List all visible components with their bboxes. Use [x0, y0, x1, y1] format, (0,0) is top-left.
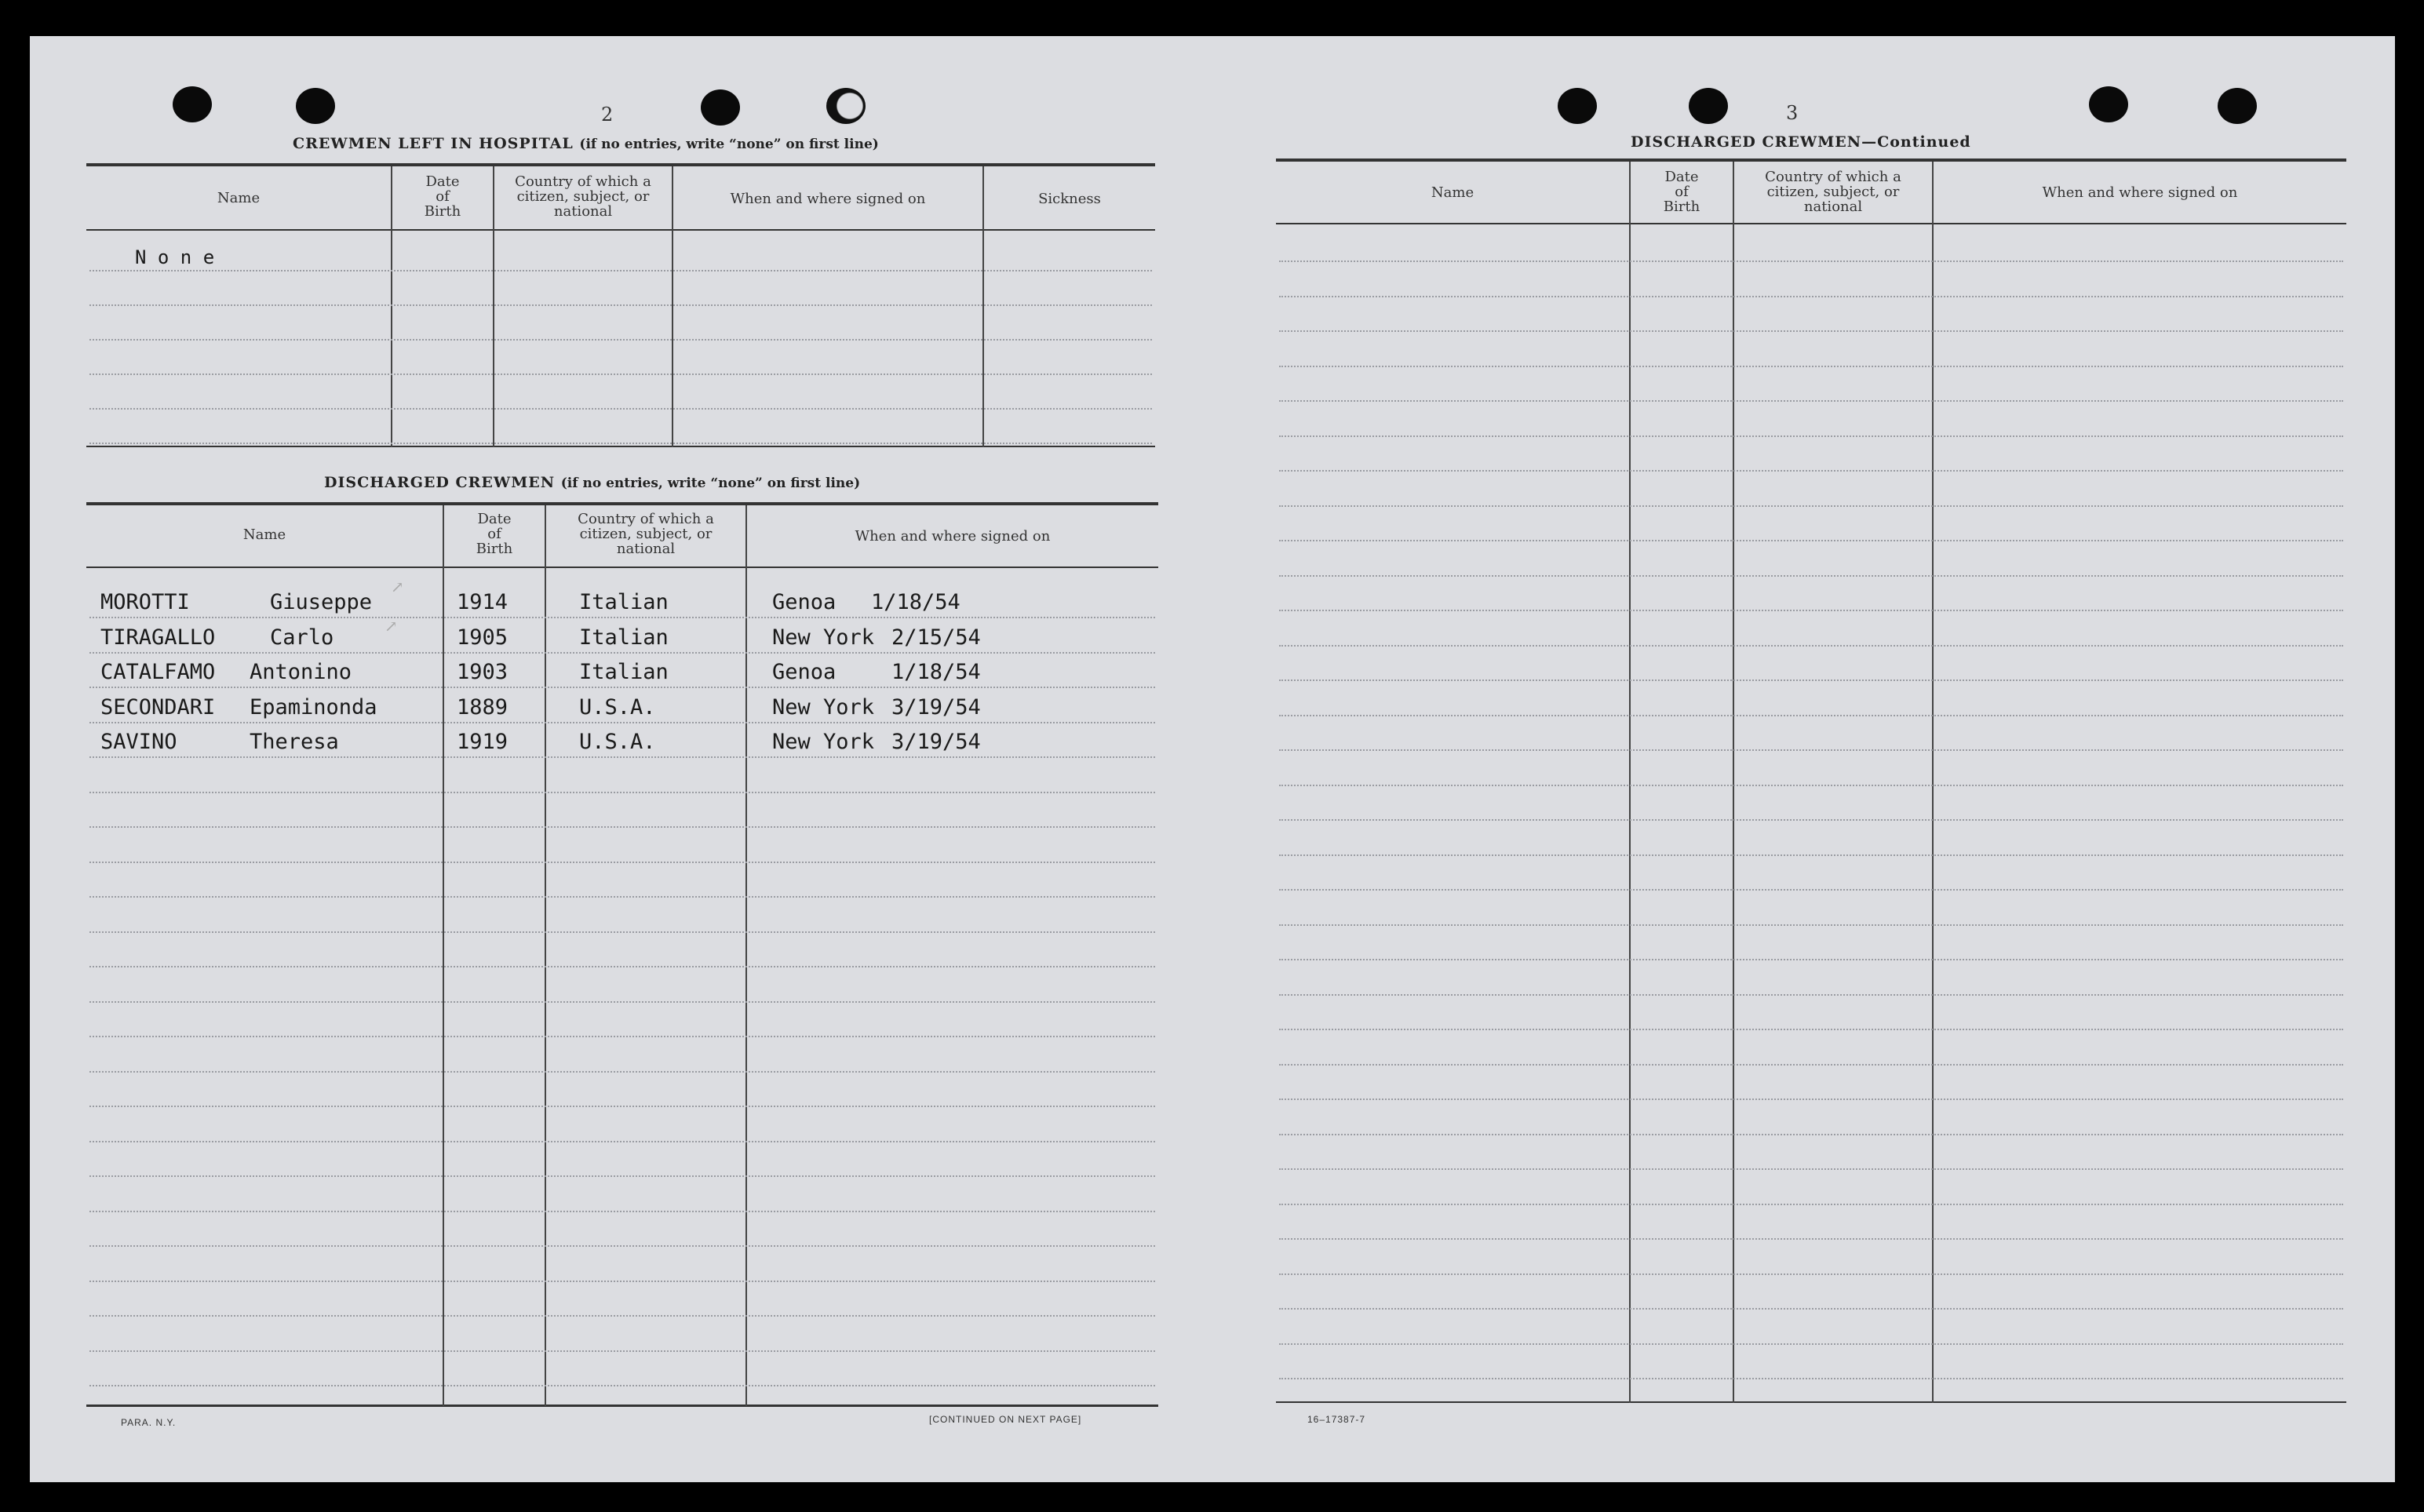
ruled-line [89, 687, 1155, 688]
crew-given-name: Theresa [250, 730, 339, 754]
ruled-line [1279, 1098, 2343, 1100]
ruled-line [1279, 889, 2343, 891]
punch-hole [826, 88, 866, 124]
crew-signed-place: Genoa [772, 590, 837, 614]
hospital-entry-none: N o n e [135, 246, 215, 268]
crew-given-name: Carlo [270, 625, 334, 650]
page-number-left: 2 [601, 104, 614, 126]
ruled-line [1279, 435, 2343, 437]
ruled-line [1279, 819, 2343, 821]
right-col-name: Name [1431, 184, 1474, 201]
ruled-line [89, 722, 1155, 723]
hospital-col-name: Name [217, 190, 261, 206]
ruled-line [89, 1350, 1155, 1352]
ruled-line [89, 1281, 1155, 1282]
ruled-line [89, 373, 1152, 375]
ruled-line [89, 1175, 1155, 1177]
ruled-line [1279, 261, 2343, 262]
crew-signed-date: 3/19/54 [891, 694, 981, 720]
hospital-title-text: CREWMEN LEFT IN HOSPITAL [293, 135, 574, 152]
ruled-line [89, 1036, 1155, 1037]
discharged-col-country: Country of which a citizen, subject, or national [578, 511, 714, 557]
right-section-title: DISCHARGED CREWMEN—Continued [1631, 133, 1971, 151]
hospital-col-divider [493, 166, 494, 447]
ruled-line [89, 1071, 1155, 1073]
crew-surname: SECONDARI [100, 694, 216, 720]
discharged-title-note: (if no entries, write “none” on first line) [560, 475, 861, 491]
ruled-line [89, 931, 1155, 933]
crew-birth-year: 1903 [457, 660, 508, 684]
hospital-section-title [293, 135, 879, 152]
crew-signed-place: New York [772, 694, 875, 720]
crew-signed-place: New York [772, 730, 875, 754]
discharged-header-rule [86, 567, 1158, 568]
ruled-line [1279, 296, 2343, 297]
hospital-title-note: (if no entries, write “none” on first line) [579, 137, 879, 152]
ruled-line [89, 408, 1152, 410]
ruled-line [89, 1245, 1155, 1247]
discharged-col-divider [545, 505, 546, 1406]
punch-hole [1558, 88, 1597, 124]
right-col-birth: Date of Birth [1663, 169, 1700, 215]
hospital-bottom-rule [86, 446, 1155, 447]
discharged-col-divider [745, 505, 747, 1406]
ruled-line [89, 304, 1152, 306]
hospital-top-rule [86, 163, 1155, 166]
footer-continued-note: [CONTINUED ON NEXT PAGE] [929, 1414, 1082, 1425]
ruled-line [89, 617, 1155, 618]
punch-hole [2218, 88, 2257, 124]
ruled-line [1279, 785, 2343, 786]
ruled-line [1279, 540, 2343, 541]
discharged-col-birth: Date of Birth [476, 511, 513, 557]
ruled-line [89, 966, 1155, 967]
hospital-col-divider [982, 166, 984, 447]
crew-country: Italian [579, 660, 669, 684]
hospital-col-birth: Date of Birth [424, 173, 461, 220]
hospital-col-signed: When and where signed on [730, 191, 926, 207]
hospital-col-divider [391, 166, 392, 447]
ruled-line [1279, 470, 2343, 472]
ruled-line [1279, 1238, 2343, 1240]
ruled-line [1279, 400, 2343, 402]
ruled-line [1279, 1029, 2343, 1030]
discharged-bottom-rule [86, 1405, 1158, 1407]
ruled-line [1279, 1308, 2343, 1310]
right-col-signed: When and where signed on [2042, 184, 2238, 201]
ruled-line [1279, 679, 2343, 681]
ruled-line [1279, 1378, 2343, 1379]
punch-hole [701, 89, 740, 126]
discharged-title-text: DISCHARGED CREWMEN [324, 474, 556, 491]
ruled-line [89, 1106, 1155, 1107]
crew-given-name: Giuseppe [270, 590, 373, 614]
crew-signed-place: New York [772, 625, 875, 650]
ruled-line [1279, 924, 2343, 926]
right-col-country: Country of which a citizen, subject, or national [1765, 169, 1901, 215]
ruled-line [89, 862, 1155, 863]
right-bottom-rule [1276, 1401, 2346, 1403]
ruled-line [89, 443, 1152, 444]
punch-hole [296, 88, 335, 124]
crew-signed-date: 1/18/54 [871, 590, 960, 614]
right-col-divider [1932, 162, 1934, 1403]
punch-hole [2089, 86, 2128, 122]
hospital-col-country: Country of which a citizen, subject, or national [515, 173, 651, 220]
crew-country: Italian [579, 625, 669, 650]
ruled-line [89, 792, 1155, 793]
hospital-col-divider [672, 166, 673, 447]
ruled-line [1279, 1168, 2343, 1170]
ruled-line [89, 1385, 1155, 1386]
ruled-line [1279, 1343, 2343, 1345]
ruled-line [1279, 1134, 2343, 1135]
ruled-line [1279, 959, 2343, 960]
ruled-line [1279, 854, 2343, 856]
ruled-line [1279, 330, 2343, 332]
ruled-line [1279, 610, 2343, 611]
crew-surname: TIRAGALLO [100, 625, 216, 650]
pencil-mark: ↗ [385, 617, 398, 636]
crew-signed-date: 3/19/54 [891, 730, 981, 754]
ruled-line [1279, 994, 2343, 996]
ruled-line [89, 1315, 1155, 1317]
crew-country: Italian [579, 590, 669, 614]
footer-printer-mark: PARA. N.Y. [121, 1417, 177, 1428]
ruled-line [1279, 505, 2343, 507]
ruled-line [89, 756, 1155, 758]
right-col-divider [1733, 162, 1734, 1403]
crew-surname: CATALFAMO [100, 660, 216, 684]
ruled-line [1279, 749, 2343, 751]
ruled-line [1279, 575, 2343, 577]
ruled-line [1279, 645, 2343, 647]
ruled-line [89, 1001, 1155, 1003]
crew-given-name: Antonino [250, 660, 352, 684]
ruled-line [1279, 366, 2343, 367]
page-number-right: 3 [1786, 102, 1799, 124]
crew-country: U.S.A. [579, 694, 656, 720]
right-col-divider [1629, 162, 1631, 1403]
crew-birth-year: 1905 [457, 625, 508, 650]
document-sheet [30, 36, 2395, 1482]
discharged-col-name: Name [242, 526, 286, 543]
ruled-line [89, 270, 1152, 271]
crew-signed-date: 1/18/54 [891, 660, 981, 684]
ruled-line [89, 1211, 1155, 1212]
ruled-line [89, 896, 1155, 898]
discharged-section-title [324, 474, 860, 491]
ruled-line [89, 1141, 1155, 1142]
crew-country: U.S.A. [579, 730, 656, 754]
crew-signed-date: 2/15/54 [891, 625, 981, 650]
punch-hole [1689, 88, 1728, 124]
hospital-col-sickness: Sickness [1038, 191, 1101, 207]
ruled-line [1279, 1273, 2343, 1275]
pencil-mark: ↗ [391, 577, 404, 596]
crew-birth-year: 1919 [457, 730, 508, 754]
crew-birth-year: 1889 [457, 694, 508, 720]
right-top-rule [1276, 158, 2346, 162]
discharged-col-signed: When and where signed on [855, 528, 1051, 545]
ruled-line [1279, 1204, 2343, 1205]
ruled-line [89, 339, 1152, 341]
ruled-line [89, 652, 1155, 654]
crew-given-name: Epaminonda [250, 694, 377, 720]
crew-birth-year: 1914 [457, 590, 508, 614]
ruled-line [1279, 715, 2343, 716]
crew-surname: SAVINO [100, 730, 177, 754]
right-header-rule [1276, 223, 2346, 224]
discharged-col-divider [443, 505, 444, 1406]
discharged-top-rule [86, 502, 1158, 505]
crew-surname: MOROTTI [100, 590, 190, 614]
ruled-line [1279, 1064, 2343, 1066]
footer-form-number: 16–17387-7 [1307, 1414, 1366, 1425]
punch-hole [173, 86, 212, 122]
ruled-line [89, 826, 1155, 828]
crew-signed-place: Genoa [772, 660, 837, 684]
hospital-header-rule [86, 229, 1155, 231]
